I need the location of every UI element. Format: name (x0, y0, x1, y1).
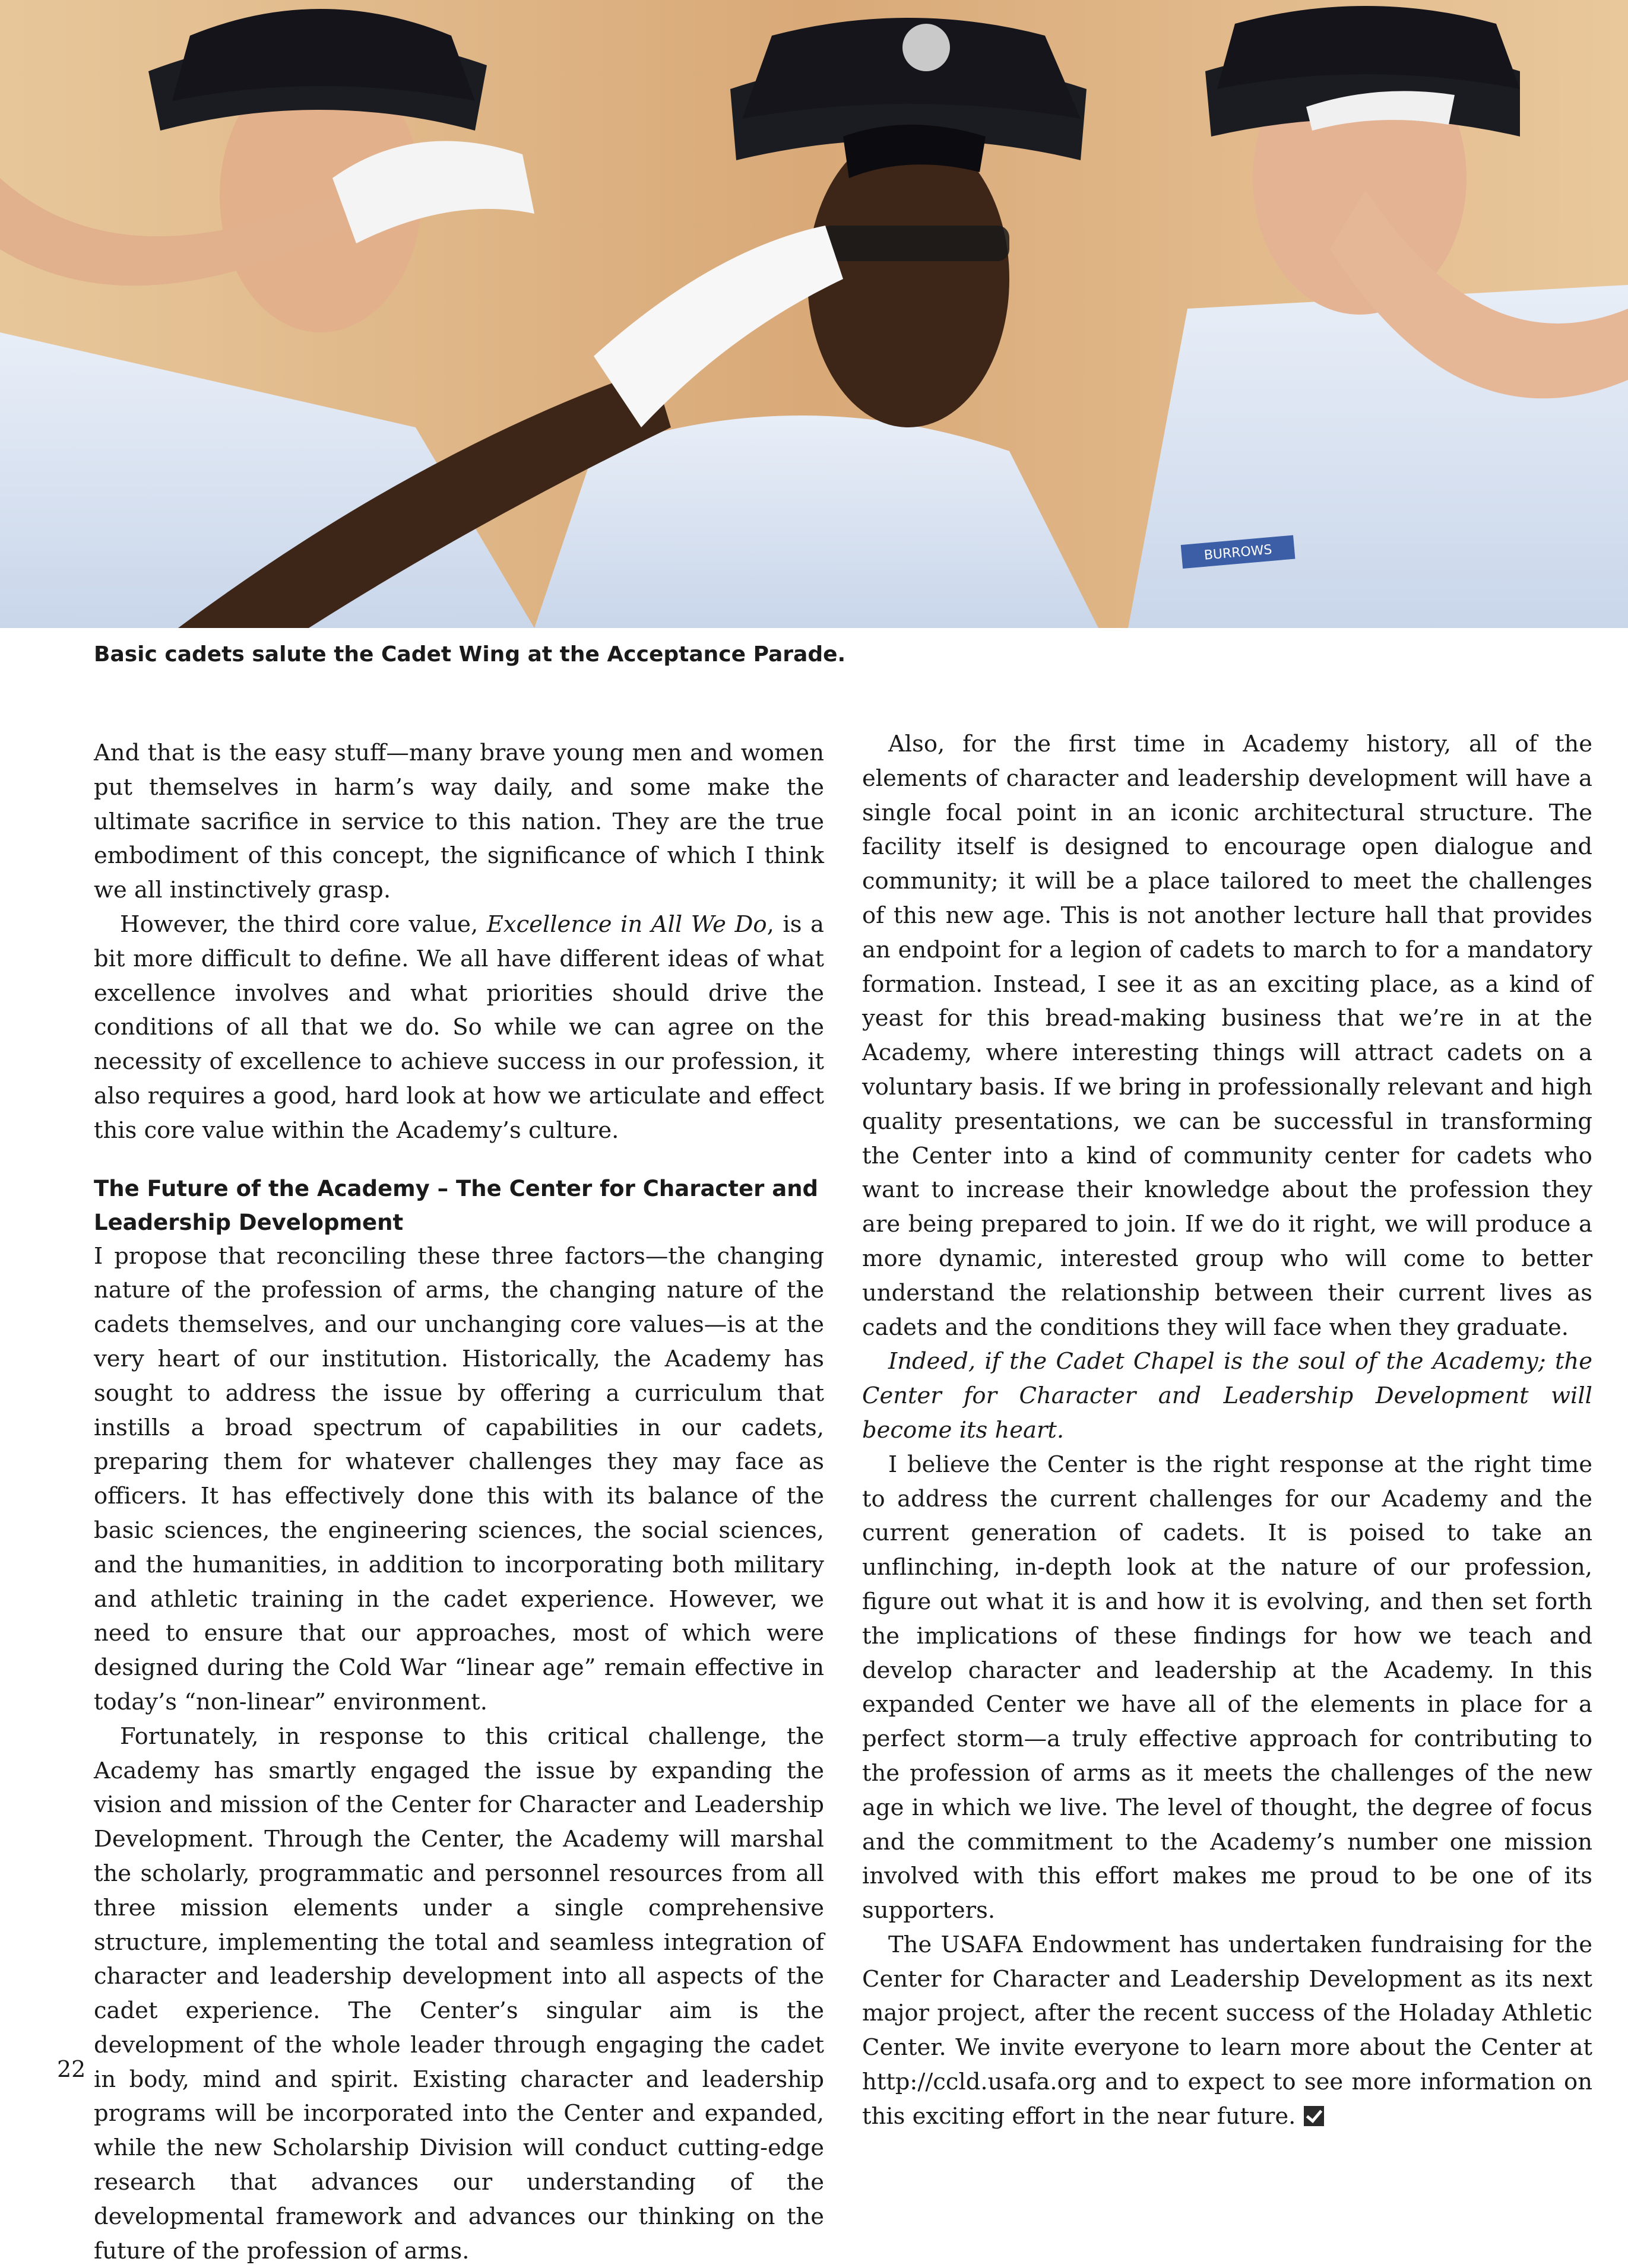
right-column (862, 727, 1592, 2134)
core-value-italic: Excellence in All We Do (486, 911, 767, 938)
right-paragraph-2: Indeed, if the Cadet Chapel is the soul of the Academy; the Center for Character and Leadership Development will become its heart. (862, 1348, 1592, 1444)
right-paragraph-1: Also, for the first time in Academy history, all of the elements of character and leadership development will have a single focal point in an iconic architectural structure. The facility itself is designed to encourage open dialogue and community; it will be a place tailored to meet the challenges of this new age. This is not another lecture hall that provides an endpoint for a legion of cadets to march to for a mandatory formation. Instead, I see it as an exciting place, as a kind of yeast for this bread-making business that we’re in at the Academy, where interesting things will attract cadets on a voluntary basis. If we bring in professionally relevant and high quality presentations, we can be successful in transforming the Center into a kind of community center for cadets who want to increase their knowledge about the profession they are being prepared to join. If we do it right, we will produce a more dynamic, interested group who will come to better understand the relationship between their current lives as cadets and the conditions they will face when they graduate. (862, 731, 1592, 1341)
cadets-salute-illustration (0, 0, 1628, 628)
section-heading: The Future of the Academy – The Center for Character and Leadership Development (94, 1175, 819, 1235)
left-paragraph-2 (94, 908, 824, 1148)
left-paragraph-4: Fortunately, in response to this critical challenge, the Academy has smartly engaged the issue by expanding the vision and mission of the Center for Character and Leadership Development. Through the Center, the Academy will marshal the scholarly, programmatic and personnel resources from all three mission elements under a single comprehensive structure, implementing the total and seamless integration of character and leadership development into all aspects of the cadet experience. The Center’s singular aim is the development of the whole leader through engaging the cadet in body, mind and spirit. Existing character and leadership programs will be incorporated into the Center and expanded, while the new Scholarship Division will conduct cutting-edge research that advances our understanding of the developmental framework and advances our thinking on the future of the profession of arms. (94, 1723, 824, 2264)
right-paragraph-3: I believe the Center is the right response at the right time to address the current challenges for our Academy and the current generation of cadets. It is poised to take an unflinching, in-depth look at the nature of our profession, figure out what it is and how it is evolving, and then set forth the implications of these findings for how we teach and develop character and leadership at the Academy. In this expanded Center we have all of the elements in place for a perfect storm—a truly effective approach for contributing to the profession of arms as it meets the challenges of the new age in which we live. The level of thought, the degree of focus and the commitment to the Academy’s number one mission involved with this effort makes me proud to be one of its supporters. (862, 1451, 1592, 1924)
p2-before-text: However, the third core value, (120, 911, 487, 938)
closing-text: The USAFA Endowment has undertaken fundraising for the Center for Character and Leadership Development as its next major project, after the recent success of the Holaday Athletic Center. We invite everyone to learn more about the Center at http://ccld.usafa.org and to expect to see more information on this exciting effort in the near future. (862, 1931, 1592, 2130)
end-mark-checkbox-icon (1304, 2106, 1324, 2126)
page-number: 22 (57, 2056, 86, 2082)
right-paragraph-4 (862, 1928, 1592, 2134)
cadets-saluting-photo (0, 0, 1628, 628)
left-column (94, 736, 824, 2268)
photo-caption: Basic cadets salute the Cadet Wing at the Acceptance Parade. (94, 642, 846, 667)
p2-after-text: , is a bit more difficult to define. We all have different ideas of what excellence involves and what priorities should drive the conditions of all that we do. So while we can agree on the necessity of excellence to achieve success in our profession, it also requires a good, hard look at how we articulate and effect this core value within the Academy’s culture. (94, 911, 824, 1144)
left-paragraph-3: I propose that reconciling these three factors—the changing nature of the profession of arms, the changing nature of the cadets themselves, and our unchanging core values—is at the very heart of our institution. Historically, the Academy has sought to address the issue by offering a curriculum that instills a broad spectrum of capabilities in our cadets, preparing them for whatever challenges they may face as officers. It has effectively done this with its balance of the basic sciences, the engineering sciences, the social sciences, and the humanities, in addition to incorporating both military and athletic training in the cadet experience. However, we need to ensure that our approaches, most of which were designed during the Cold War “linear age” remain effective in today’s “non-linear” environment. (94, 1242, 824, 1715)
left-paragraph-1: And that is the easy stuff—many brave young men and women put themselves in harm’s way daily, and some make the ultimate sacrifice in service to this nation. They are the true embodiment of this concept, the significance of which I think we all instinctively grasp. (94, 740, 824, 904)
name-tag-text: BURROWS (1203, 542, 1273, 563)
